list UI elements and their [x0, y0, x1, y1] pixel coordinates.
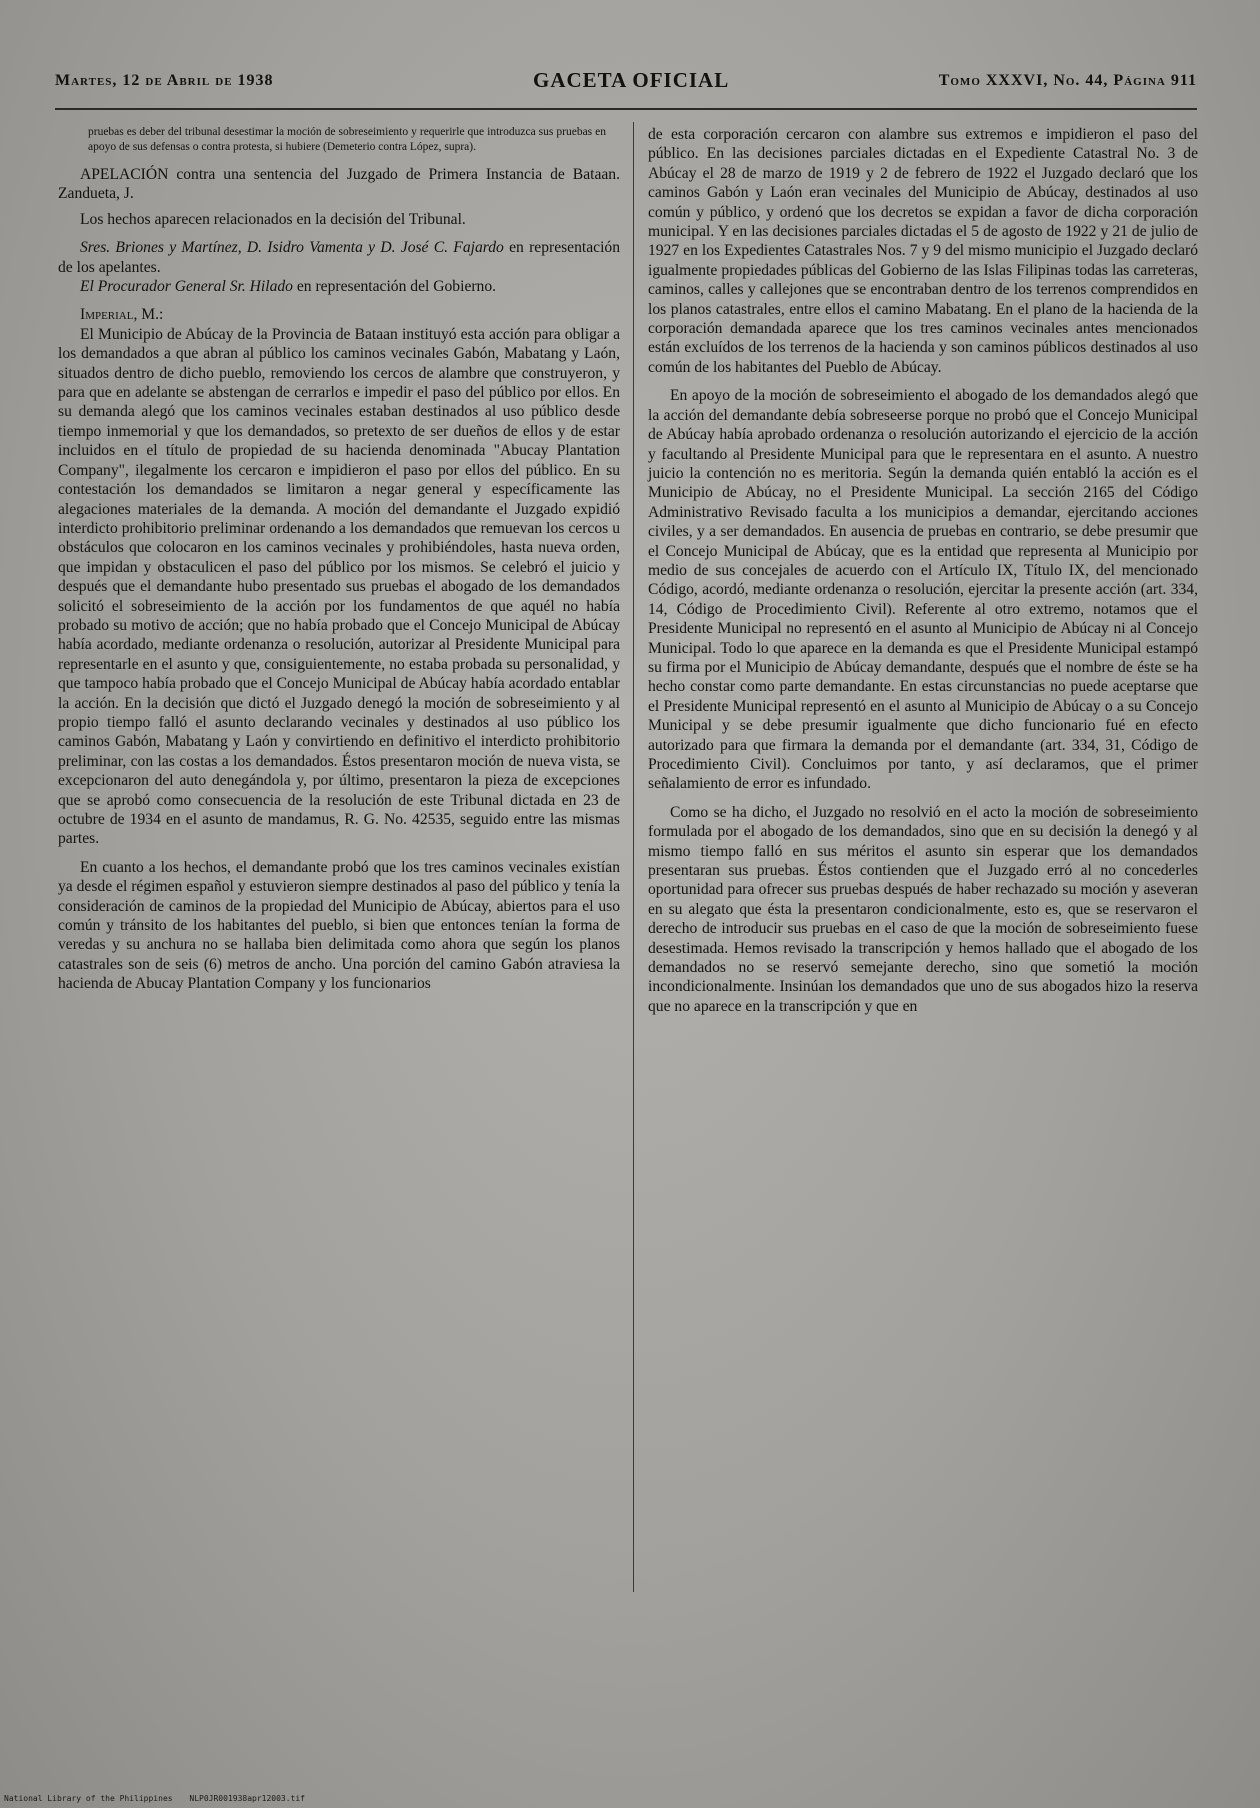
header-volume-page: Tomo XXXVI, No. 44, Página 911 [938, 72, 1197, 89]
counsel-appellants [58, 238, 620, 277]
body-paragraph: En cuanto a los hechos, el demandante probó que los tres caminos vecinales existían ya desde el régimen español y estuvieron siempre destinados al paso del público y tenía la consideración de caminos de la propiedad del Municipio de Abúcay, abiertos para el uso común y tránsito de los habitantes del pueblo, si bien que entonces tenían la forma de veredas y su anchura no se hallaba bien delimitada como ahora que según los planos catastrales son de seis (6) metros de ancho. Una porción del camino Gabón atraviesa la hacienda de Abucay Plantation Company y los funcionarios [58, 858, 620, 993]
footer-library: National Library of the Philippines [4, 1794, 173, 1803]
left-column [58, 125, 620, 994]
body-paragraph: de esta corporación cercaron con alambre sus extremos e impidieron el paso del público. En las decisiones parciales dictadas en el Expediente Catastral No. 3 de Abúcay el 28 de marzo de 1919 y 2 de febrero de 1922 el Juzgado declaró que los caminos Gabón y Laón eran vecinales del Municipio de Abúcay, destinados al uso común y público, y ordenó que los decretos se expidan a favor de dicha corporación municipal. Y en las decisiones parciales dictadas el 5 de agosto de 1922 y 21 de julio de 1927 en los Expedientes Catastrales Nos. 7 y 9 del mismo municipio el Juzgado declaró igualmente propiedades públicas del Gobierno de las Islas Filipinas todas las carreteras, caminos, calles y callejones que se encontraban dentro de los terrenos comprendidos en los planos catastrales, entre ellos el camino Mabatang. En el plano de la hacienda de la corporación demandada aparece que los tres caminos vecinales antes mencionados están excluídos de los terrenos de la hacienda y son caminos públicos destinados al uso común de los habitantes del Pueblo de Abúcay. [648, 126, 1198, 376]
counsel-government-names: El Procurador General Sr. Hilado [80, 278, 293, 296]
counsel-government-role: en representación del Gobierno. [296, 278, 497, 296]
counsel-appellants-names: Sres. Briones y Martínez, D. Isidro Vamenta y D. José C. Fajardo [80, 239, 504, 257]
facts-note: Los hechos aparecen relacionados en la decisión del Tribunal. [80, 210, 466, 228]
header-date: Martes, 12 de Abril de 1938 [55, 72, 274, 89]
body-paragraph: El Municipio de Abúcay de la Provincia de Bataan instituyó esta acción para obligar a los demandados a que abran al público los caminos vecinales Gabón, Mabatang y Laón, situados dentro de dicho pueblo, removiendo los cercos de alambre que construyeron, y para que en adelante se abstengan de cerrarlos e impedir el paso del público por ellos. En su demanda alegó que los caminos vecinales estaban destinados al uso público desde tiempo inmemorial y que los demandados, so pretexto de ser dueños de ellos y de estar incluidos en el título de propiedad de su hacienda denominada "Abucay Plantation Company", ilegalmente los cercaron e impidieron el paso por ellos del público. En su contestación los demandados se limitaron a negar general y específicamente las alegaciones materiales de la demanda. A moción del demandante el Juzgado expidió interdicto prohibitorio preliminar ordenando a los demandados que remuevan los cercos u obstáculos que colocaron en los caminos vecinales y prohibiéndoles, hasta nueva orden, que impidan y obstaculicen el paso del público por los mismos. Se celebró el juicio y después que el demandante hubo presentado sus pruebas el abogado de los demandados solicitó el sobreseimiento de la acción por los fundamentos de que aquél no había probado su motivo de acción; que no había probado que el Concejo Municipal de Abúcay había acordado, mediante ordenanza o resolución, autorizar al Presidente Municipal para representarle en el asunto y que, consiguientemente, no estaba probada su personalidad, y que tampoco había probado que el Concejo Municipal de Abúcay había acordado entablar la acción. En la decisión que dictó el Juzgado denegó la moción de sobreseimiento y al propio tiempo falló el asunto declarando vecinales y destinados al uso público los caminos Gabón, Mabatang y Laón y convirtiendo en definitivo el interdicto prohibitorio preliminar, con las costas a los demandados. Éstos presentaron moción de nueva vista, se excepcionaron del auto denegándola y, por último, presentaron la pieza de excepciones que se aprobó como consecuencia de la resolución de este Tribunal dictada en 23 de octubre de 1934 en el asunto de mandamus, R. G. No. 42535, seguido entre las mismas partes. [58, 325, 620, 848]
footer-filename: NLP0JR001938apr12003.tif [189, 1794, 305, 1803]
page-header [55, 68, 1197, 112]
header-title: GACETA OFICIAL [533, 68, 730, 92]
opinion-author: Imperial, M.: [80, 306, 164, 324]
right-column [648, 125, 1198, 1016]
column-divider [633, 122, 634, 1592]
counsel-government [58, 277, 620, 296]
syllabus-tail: pruebas es deber del tribunal desestimar la moción de sobreseimiento y requerirle que introduzca sus pruebas en apoyo de sus defensas o contra protesta, si hubiere (Demeterio contra López, supra). [88, 126, 606, 153]
header-rule [55, 108, 1197, 110]
body-paragraph: Como se ha dicho, el Juzgado no resolvió en el acto la moción de sobreseimiento formulada por el abogado de los demandados, sino que en su decisión la denegó y al mismo tiempo falló en sus méritos el asunto sin esperar que los demandados presentaran sus pruebas. Éstos contienden que el Juzgado erró al no concederles oportunidad para ofrecer sus pruebas después de haber rechazado su moción y aseveran en su alegato que ésta la presentaron condicionalmente, esto es, que se reservaron el derecho de introducir sus pruebas en el caso de que la moción de sobreseimiento fuese desestimada. Hemos revisado la transcripción y hemos hallado que el abogado de los demandados no se reservó semejante derecho, sino que sometió la moción incondicionalmente. Insinúan los demandados que uno de sus abogados hizo la reserva que no aparece en la transcripción y que en [648, 803, 1198, 1015]
appeal-caption: APELACIÓN contra una sentencia del Juzgado de Primera Instancia de Bataan. Zandueta, J. [58, 166, 620, 203]
counsel-appellants-role: en representación de los apelantes. [58, 239, 621, 276]
scan-footer [4, 1794, 317, 1803]
body-paragraph: En apoyo de la moción de sobreseimiento el abogado de los demandados alegó que la acción del demandante debía sobreseerse porque no probó que el Concejo Municipal de Abúcay había aprobado ordenanza o resolución autorizando el ejercicio de la acción y facultando al Presidente Municipal para que le representara en el asunto. A nuestro juicio la contención no es meritoria. Según la demanda quién entabló la acción es el Municipio de Abúcay, no el Presidente Municipal. La sección 2165 del Código Administrativo Revisado faculta a los municipios a demandar, ejercitando acciones civiles, y a ser demandados. En ausencia de pruebas en contrario, se debe presumir que el Concejo Municipal de Abúcay, que es la entidad que representa al Municipio por medio de sus concejales de acuerdo con el Artículo IX, Título IX, del mencionado Código, acordó, mediante ordenanza o resolución, ejercitar la presente acción (art. 334, 14, Código de Procedimiento Civil). Referente al otro extremo, notamos que el Presidente Municipal no representó en el asunto al Municipio de Abúcay ni al Concejo Municipal. Todo lo que aparece en la demanda es que el Presidente Municipal estampó su firma por el Municipio de Abúcay demandante, después que el nombre de éste se ha hecho constar como parte demandante. En estas circunstancias no puede aceptarse que el Presidente Municipal representó en el asunto al Municipio de Abúcay o a su Concejo Municipal y se debe presumir igualmente que dicho funcionario fué en efecto autorizado para que firmara la demanda por el demandante (art. 334, 31, Código de Procedimiento Civil). Concluimos por tanto, y así declaramos, que el primer señalamiento de error es infundado. [648, 387, 1198, 793]
